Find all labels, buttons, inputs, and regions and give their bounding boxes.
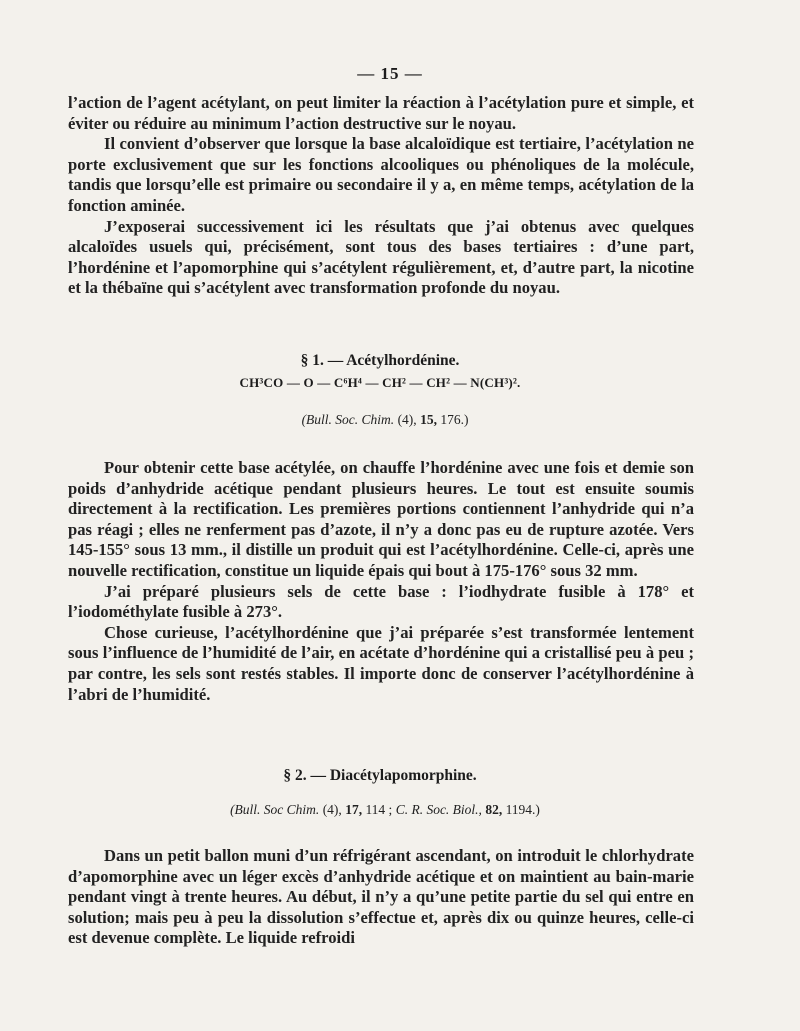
page-number: — 15 — — [357, 64, 423, 83]
intro-paragraph: Il convient d’observer que lorsque la base alcaloïdique est tertiaire, l’acétylation ne porte exclusivement que sur les fonctions alcooliques ou phénoliques de la molécule, tandis que lorsqu’elle est primaire ou secondaire il y a, en même temps, acétylation de la fonction aminée. — [68, 134, 694, 215]
ref-page: 176.) — [440, 412, 469, 427]
ref-volume-2: 82, — [485, 802, 503, 817]
section-2-text — [68, 846, 694, 949]
ref-journal: (Bull. Soc. Chim. — [301, 412, 395, 427]
ref-page-2: 1194.) — [505, 802, 540, 817]
ref-volume: 15, — [420, 412, 437, 427]
section-1-text — [68, 458, 694, 705]
intro-text — [68, 93, 694, 299]
section-1-formula: CH³CO — O — C⁶H⁴ — CH² — CH² — N(CH³)². — [239, 375, 521, 390]
ref-journal-2: C. R. Soc. Biol., — [395, 802, 482, 817]
ref-series: (4), — [322, 802, 342, 817]
intro-paragraph: J’exposerai successivement ici les résultats que j’ai obtenus avec quelques alcaloïdes usuels qui, précisément, sont tous des bases tertiaires : d’une part, l’hordénine et l’apomorphine qui s’acétylent régulièrement, et, d’autre part, la nicotine et la thébaïne qui s’acétylent avec transformation profonde du noyau. — [68, 216, 694, 298]
ref-series: (4), — [397, 412, 417, 427]
section-1-title: § 1. — Acétylhordénine. — [300, 352, 460, 369]
section-2-title: § 2. — Diacétylapomorphine. — [283, 767, 477, 784]
ref-volume: 17, — [345, 802, 363, 817]
section-1-paragraph: J’ai préparé plusieurs sels de cette base : l’iodhydrate fusible à 178° et l’iodométhylate fusible à 273°. — [68, 581, 694, 622]
ref-journal: (Bull. Soc Chim. — [230, 802, 320, 817]
section-1-paragraph: Chose curieuse, l’acétylhordénine que j’ai préparée s’est transformée lentement sous l’influence de l’humidité de l’air, en acétate d’hordénine qui a cristallisé peu à peu ; par contre, les sels sont restés stables. Il importe donc de conserver l’acétylhordénine à l’abri de l’humidité. — [68, 622, 694, 704]
ref-page: 114 ; — [365, 802, 393, 817]
intro-paragraph: l’action de l’agent acétylant, on peut limiter la réaction à l’acétylation pure et simple, et éviter ou réduire au minimum l’action destructive sur le noyau. — [68, 93, 694, 133]
section-2-paragraph: Dans un petit ballon muni d’un réfrigérant ascendant, on introduit le chlorhydrate d’apomorphine avec un léger excès d’anhydride acétique et on maintient au bain-marie pendant vingt à trente heures. Au début, il n’y a qu’une petite partie du sel qui entre en solution; mais peu à peu la dissolution s’effectue et, après dix ou quinze heures, celle-ci est devenue complète. Le liquide refroidi — [68, 846, 694, 948]
section-2-reference — [0, 802, 770, 818]
section-1-paragraph: Pour obtenir cette base acétylée, on chauffe l’hordénine avec une fois et demie son poids d’anhydride acétique pendant plusieurs heures. Le tout est ensuite soumis directement à la rectification. Les premières portions contiennent l’anhydride qui n’a pas réagi ; elles ne renferment pas d’azote, il n’y a donc pas eu de rupture azotée. Vers 145-155° sous 13 mm., il distille un produit qui est l’acétylhordénine. Celle-ci, après une nouvelle rectification, constitue un liquide épais qui bout à 175-176° sous 32 mm. — [68, 458, 694, 580]
section-1-reference — [0, 412, 770, 428]
